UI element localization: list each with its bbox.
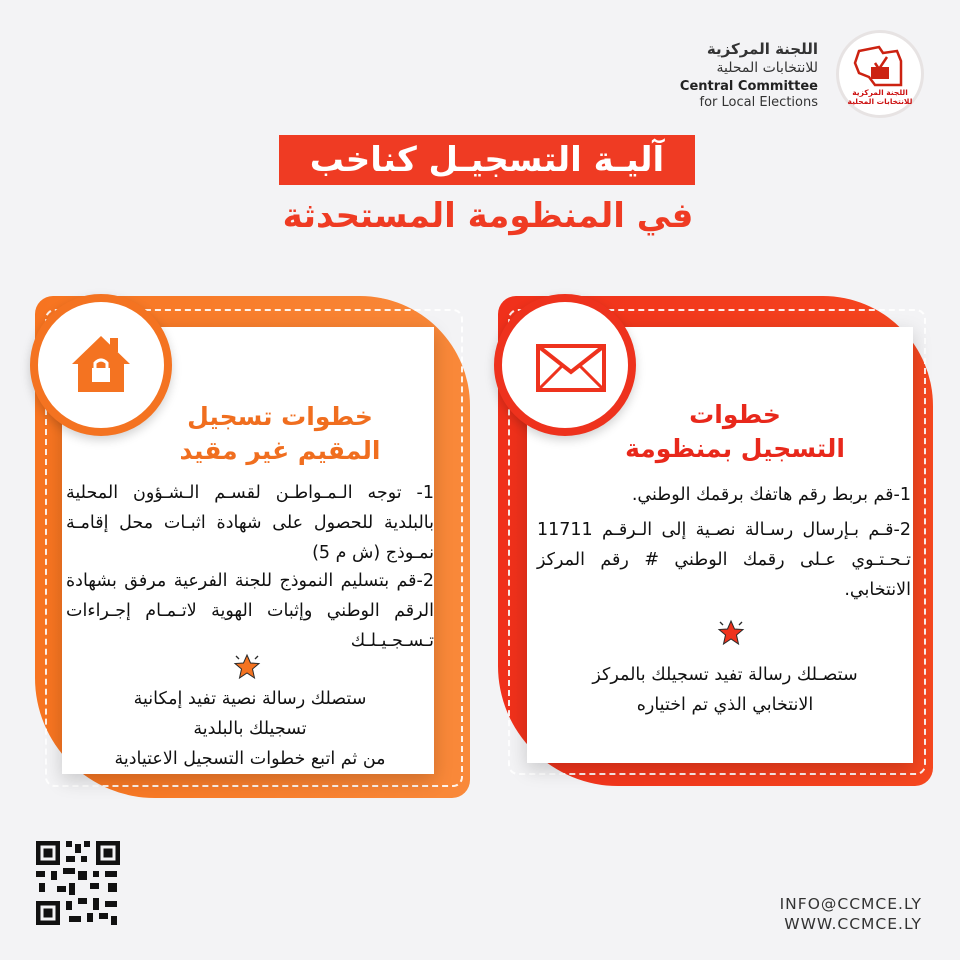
- logo-inner-text: اللجنة المركزية للانتخابات المحلية: [847, 88, 913, 106]
- right-heading-line1: خطوات: [689, 400, 781, 429]
- left-icon-circle: [30, 294, 172, 436]
- left-note-line3: من ثم اتبع خطوات التسجيل الاعتيادية: [114, 749, 386, 769]
- right-note: ستصـلك رسالة تفيد تسجيلك بالمركز الانتخابي الذي تم اختياره: [592, 665, 858, 715]
- page-subtitle: في المنظومة المستحدثة: [282, 196, 694, 236]
- left-card-heading: [160, 400, 400, 468]
- left-heading-line1: خطوات تسجيل: [187, 402, 373, 431]
- left-note: [66, 684, 434, 774]
- house-lock-icon: [38, 302, 164, 428]
- right-step-1: 1-قم بربط رقم هاتفك برقمك الوطني.: [631, 485, 911, 505]
- logo-english-line1: Central Committee: [679, 79, 818, 94]
- page-title: آليـة التسجيـل كناخب: [309, 140, 665, 180]
- logo-arabic-title: اللجنة المركزية: [706, 40, 818, 58]
- right-star-icon: [716, 618, 746, 652]
- right-heading-line2: التسجيل بمنظومة: [625, 434, 845, 463]
- left-note-line1: ستصلك رسالة نصية تفيد إمكانية: [133, 689, 367, 709]
- left-heading-line2: المقيم غير مقيد: [179, 436, 381, 465]
- footer-email[interactable]: INFO@CCMCE.LY: [779, 895, 922, 913]
- right-step-2: 2-قـم بـإرسال رسـالة نصـية إلى الـرقـم 11711 تـحـتـوي عـلى رقمك الوطني # رقم المركز الانتخابي.: [537, 520, 911, 600]
- logo-arabic-subtitle: للانتخابات المحلية: [716, 60, 818, 76]
- logo-english-line2: for Local Elections: [699, 95, 818, 110]
- left-step-1: 1- توجه الـمـواطـن لقسـم الـشـؤون المحلية بالبلدية للحصول على شهادة اثبـات محل إقامـة نمـوذج (ش م 5): [66, 483, 434, 563]
- left-step-2: 2-قم بتسليم النموذج للجنة الفرعية مرفق بشهادة الرقم الوطني وإثبات الهوية لاتـمـام إجـراءات تـسـجـيـلـك: [66, 571, 434, 651]
- left-star-icon: [232, 652, 262, 686]
- qr-code-icon: [33, 838, 123, 928]
- right-card-heading: [585, 398, 885, 466]
- footer-website[interactable]: WWW.CCMCE.LY: [784, 915, 922, 933]
- left-note-line2: تسجيلك بالبلدية: [193, 719, 307, 739]
